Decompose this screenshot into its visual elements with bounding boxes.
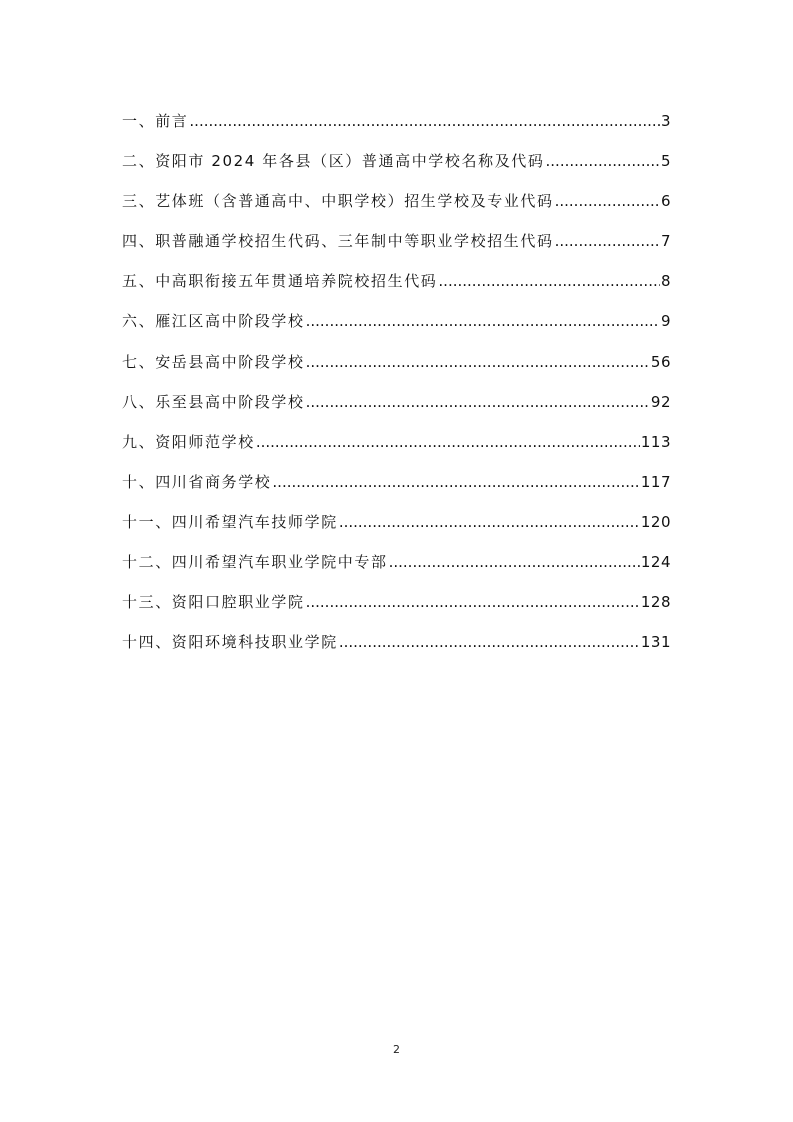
toc-entry-page: 6 [660, 192, 671, 211]
toc-entry-leader [306, 353, 650, 371]
page-number: 2 [393, 1043, 400, 1056]
toc-entry-auto-technician-college[interactable] [122, 511, 671, 551]
toc-entry-title: 十三、资阳口腔职业学院 [122, 593, 305, 612]
toc-entry-title: 七、安岳县高中阶段学校 [122, 352, 305, 371]
toc-entry-preface[interactable] [122, 110, 671, 150]
toc-entry-page: 9 [660, 312, 671, 331]
toc-entry-leader [306, 312, 660, 330]
toc-entry-page: 128 [640, 593, 671, 612]
toc-entry-leader [272, 473, 639, 491]
toc-entry-leader [438, 272, 660, 290]
toc-entry-leader [256, 433, 640, 451]
toc-entry-arts-sports-classes[interactable] [122, 190, 671, 230]
toc-entry-auto-vocational-secondary[interactable] [122, 551, 671, 591]
toc-entry-leader [339, 633, 640, 651]
toc-entry-title: 三、艺体班（含普通高中、中职学校）招生学校及专业代码 [122, 192, 554, 211]
toc-entry-page: 120 [640, 512, 671, 531]
toc-entry-leader [306, 393, 650, 411]
toc-entry-page: 3 [660, 112, 671, 130]
toc-entry-vocational-codes[interactable] [122, 230, 671, 270]
toc-entry-page: 8 [660, 272, 671, 291]
toc-entry-page: 7 [660, 232, 671, 251]
toc-entry-page: 117 [640, 472, 671, 491]
toc-entry-leader [189, 112, 660, 130]
table-of-contents [122, 110, 671, 671]
toc-entry-title: 四、职普融通学校招生代码、三年制中等职业学校招生代码 [122, 232, 554, 251]
toc-entry-title: 一、前言 [122, 112, 189, 130]
toc-entry-page: 124 [640, 553, 671, 572]
toc-entry-title: 五、中高职衔接五年贯通培养院校招生代码 [122, 272, 438, 291]
toc-entry-yanjiang[interactable] [122, 310, 671, 350]
toc-entry-anyue[interactable] [122, 351, 671, 391]
toc-entry-title: 十一、四川希望汽车技师学院 [122, 512, 338, 531]
toc-entry-title: 十二、四川希望汽车职业学院中专部 [122, 553, 388, 572]
toc-entry-page: 131 [640, 633, 671, 652]
toc-entry-title: 十四、资阳环境科技职业学院 [122, 633, 338, 652]
toc-entry-title: 十、四川省商务学校 [122, 472, 272, 491]
toc-entry-general-high-schools[interactable] [122, 150, 671, 190]
toc-entry-leader [339, 513, 640, 531]
toc-entry-title: 九、资阳师范学校 [122, 432, 255, 451]
toc-entry-page: 5 [660, 152, 671, 171]
toc-entry-page: 113 [640, 432, 671, 451]
toc-entry-page: 92 [650, 392, 671, 411]
toc-entry-normal-school[interactable] [122, 431, 671, 471]
toc-entry-five-year-programs[interactable] [122, 270, 671, 310]
toc-entry-commerce-school[interactable] [122, 471, 671, 511]
toc-entry-stomatology-college[interactable] [122, 591, 671, 631]
toc-entry-leader [389, 553, 640, 571]
toc-entry-title: 六、雁江区高中阶段学校 [122, 312, 305, 331]
toc-entry-leader [306, 593, 640, 611]
toc-entry-leader [546, 152, 660, 170]
toc-entry-title: 二、资阳市 2024 年各县（区）普通高中学校名称及代码 [122, 152, 545, 171]
toc-entry-leader [555, 192, 660, 210]
toc-entry-title: 八、乐至县高中阶段学校 [122, 392, 305, 411]
toc-entry-lezhi[interactable] [122, 391, 671, 431]
toc-entry-environmental-college[interactable] [122, 631, 671, 671]
toc-entry-leader [555, 232, 660, 250]
toc-entry-page: 56 [650, 352, 671, 371]
